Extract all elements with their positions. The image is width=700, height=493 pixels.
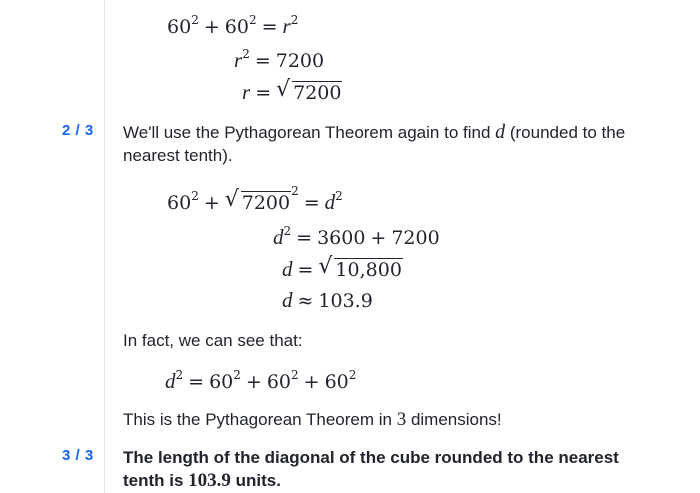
sqrt-10800: √ 10,800 (318, 254, 402, 281)
equation-r-squared-value: $r^2 = 7200$ (234, 47, 325, 72)
dimensions-text: This is the Pythagorean Theorem in 3 dimensions! (123, 409, 502, 430)
equation-3d-pythagorean: $d^2 = 60^2 + 60^2 + 60^2$ (165, 368, 357, 393)
step-number-3: 3 / 3 (62, 447, 94, 464)
equation-d-squared-expanded: $d^2 = 3600 + 7200$ (273, 224, 440, 249)
sqrt-7200: √ 7200 (276, 77, 342, 104)
equation-d-sqrt: d = √ 10,800 (282, 254, 402, 281)
step-number-2: 2 / 3 (62, 122, 94, 139)
sqrt-7200-squared: √ 7200 (224, 187, 291, 214)
equation-d-approx: d ≈ 103.9 (282, 288, 373, 312)
step-divider-rail (104, 0, 105, 493)
equation-r-value: r = √ 7200 (242, 77, 342, 104)
in-fact-text: In fact, we can see that: (123, 331, 303, 350)
equation-d-squared-sum: $60^2$ + √ $7200^2= d^2$ (167, 184, 343, 214)
equation-r-squared-sum: $60^2 + 60^2 = r^2$ (167, 13, 299, 38)
step-2-explanation: We'll use the Pythagorean Theorem again to find d (rounded to the nearest tenth). (123, 121, 626, 165)
final-answer-text: The length of the diagonal of the cube rounded to the nearest tenth is 103.9 units. (123, 448, 619, 491)
